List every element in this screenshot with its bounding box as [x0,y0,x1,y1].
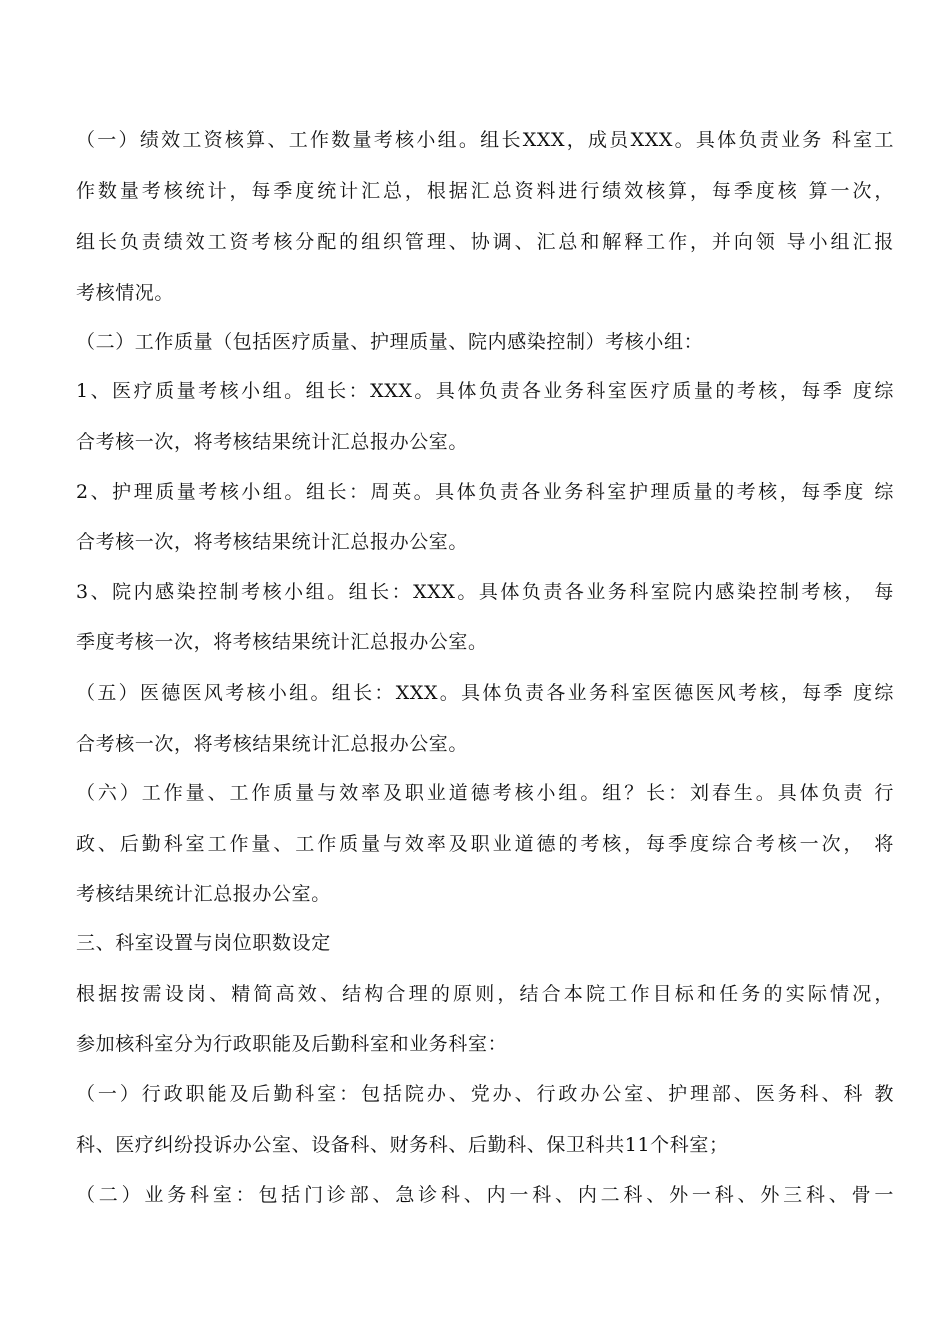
section-heading: 三、科室设置与岗位职数设定 [76,932,331,954]
text-line: 根据按需设岗、精简高效、结构合理的原则，结合本院工作目标和任务的实际情况， [76,983,894,1005]
text-line: 科、医疗纠纷投诉办公室、设备科、财务科、后勤科、保卫科共11个科室； [76,1134,729,1156]
text-line: 3、院内感染控制考核小组。组长：XXX。具体负责各业务科室院内感染控制考核， 每 [76,581,894,603]
text-line: （五）医德医风考核小组。组长：XXX。具体负责各业务科室医德医风考核，每季 度综 [76,682,894,704]
text-line: 合考核一次，将考核结果统计汇总报办公室。 [76,531,469,553]
text-line: 作数量考核统计，每季度统计汇总，根据汇总资料进行绩效核算，每季度核 算一次， [76,180,894,202]
text-line: （一）行政职能及后勤科室：包括院办、党办、行政办公室、护理部、医务科、科 教 [76,1083,894,1105]
text-line: （六）工作量、工作质量与效率及职业道德考核小组。组？长：刘春生。具体负责 行 [76,782,894,804]
text-line: 政、后勤科室工作量、工作质量与效率及职业道德的考核，每季度综合考核一次， 将 [76,833,894,855]
text-line: 考核结果统计汇总报办公室。 [76,883,331,905]
text-line: 合考核一次，将考核结果统计汇总报办公室。 [76,733,469,755]
text-line: 1、医疗质量考核小组。组长：XXX。具体负责各业务科室医疗质量的考核，每季 度综 [76,380,894,402]
text-line: 考核情况。 [76,282,175,304]
text-line: （二）工作质量（包括医疗质量、护理质量、院内感染控制）考核小组： [76,331,704,353]
text-line: 合考核一次，将考核结果统计汇总报办公室。 [76,431,469,453]
text-line: （二）业务科室：包括门诊部、急诊科、内一科、内二科、外一科、外三科、骨一 [76,1184,894,1206]
text-line: 组长负责绩效工资考核分配的组织管理、协调、汇总和解释工作，并向领 导小组汇报 [76,231,894,253]
text-line: 2、护理质量考核小组。组长：周英。具体负责各业务科室护理质量的考核，每季度 综 [76,481,894,503]
text-line: （一）绩效工资核算、工作数量考核小组。组长XXX，成员XXX。具体负责业务 科室工 [76,129,894,151]
text-line: 参加核科室分为行政职能及后勤科室和业务科室： [76,1033,508,1055]
text-line: 季度考核一次，将考核结果统计汇总报办公室。 [76,631,488,653]
